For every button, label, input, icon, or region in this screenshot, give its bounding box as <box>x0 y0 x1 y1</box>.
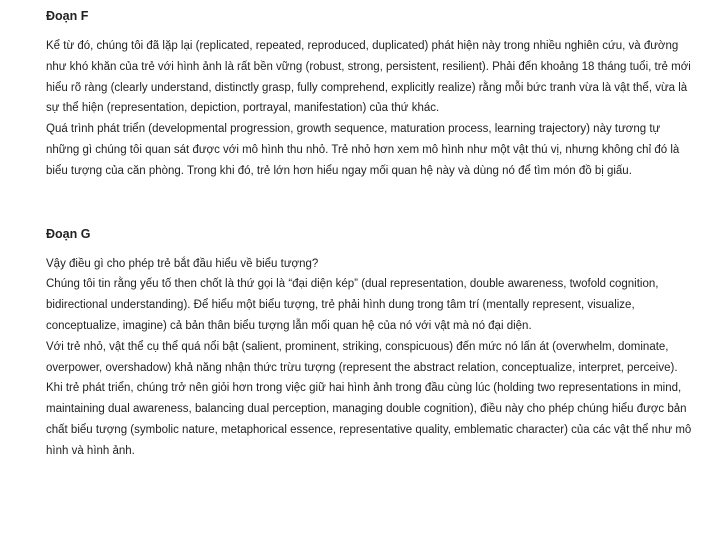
section-f-heading: Đoạn F <box>46 9 89 23</box>
section-g <box>46 227 695 462</box>
section-g-heading: Đoạn G <box>46 226 91 241</box>
section-g-paragraph-1: Vậy điều gì cho phép trẻ bắt đầu hiểu về biểu tượng? <box>46 257 319 270</box>
section-f-paragraph-1: Kể từ đó, chúng tôi đã lặp lại (replicated, repeated, reproduced, duplicated) phát hiện này trong nhiều nghiên cứu, và đường như khó khăn của trẻ với hình ảnh là rất bền vững (robust, strong, persistent, resilient). Phải đến khoảng 18 tháng tuổi, trẻ mới hiểu rõ ràng (clearly understand, distinctly grasp, fully comprehend, explicitly realize) rằng mỗi bức tranh vừa là vật thể, vừa là sự thể hiện (representation, depiction, portrayal, manifestation) của thứ khác. <box>46 40 691 115</box>
section-f-paragraph-2: Quá trình phát triển (developmental progression, growth sequence, maturation process, learning trajectory) này tương tự những gì chúng tôi quan sát được với mô hình thu nhỏ. Trẻ nhỏ hơn xem mô hình như một vật thú vị, nhưng không chỉ đó là biểu tượng của căn phòng. Trong khi đó, trẻ lớn hơn hiểu ngay mối quan hệ này và dùng nó để tìm món đồ bị giấu. <box>46 123 680 177</box>
section-g-paragraph-3: Với trẻ nhỏ, vật thể cụ thể quá nổi bật (salient, prominent, striking, conspicuous) đến mức nó lấn át (overwhelm, dominate, overpower, overshadow) khả năng nhận thức trừu tượng (represent the abstract relation, conceptualize, interpret, perceive). Khi trẻ phát triển, chúng trở nên giỏi hơn trong việc giữ hai hình ảnh trong đầu cùng lúc (holding two representations in mind, maintaining dual awareness, balancing dual perception, managing double cognition), điều này cho phép chúng hiểu được bản chất biểu tượng (symbolic nature, metaphorical essence, representative quality, emblematic character) của các vật thể như mô hình và hình ảnh. <box>46 340 692 457</box>
section-f <box>46 9 695 182</box>
section-g-paragraph-2: Chúng tôi tin rằng yếu tố then chốt là thứ gọi là “đại diện kép” (dual representation, double awareness, twofold cognition, bidirectional understanding). Để hiểu một biểu tượng, trẻ phải hình dung trong tâm trí (mentally represent, visualize, conceptualize, imagine) cả bản thân biểu tượng lẫn mối quan hệ của nó với vật mà nó đại diện. <box>46 278 659 332</box>
